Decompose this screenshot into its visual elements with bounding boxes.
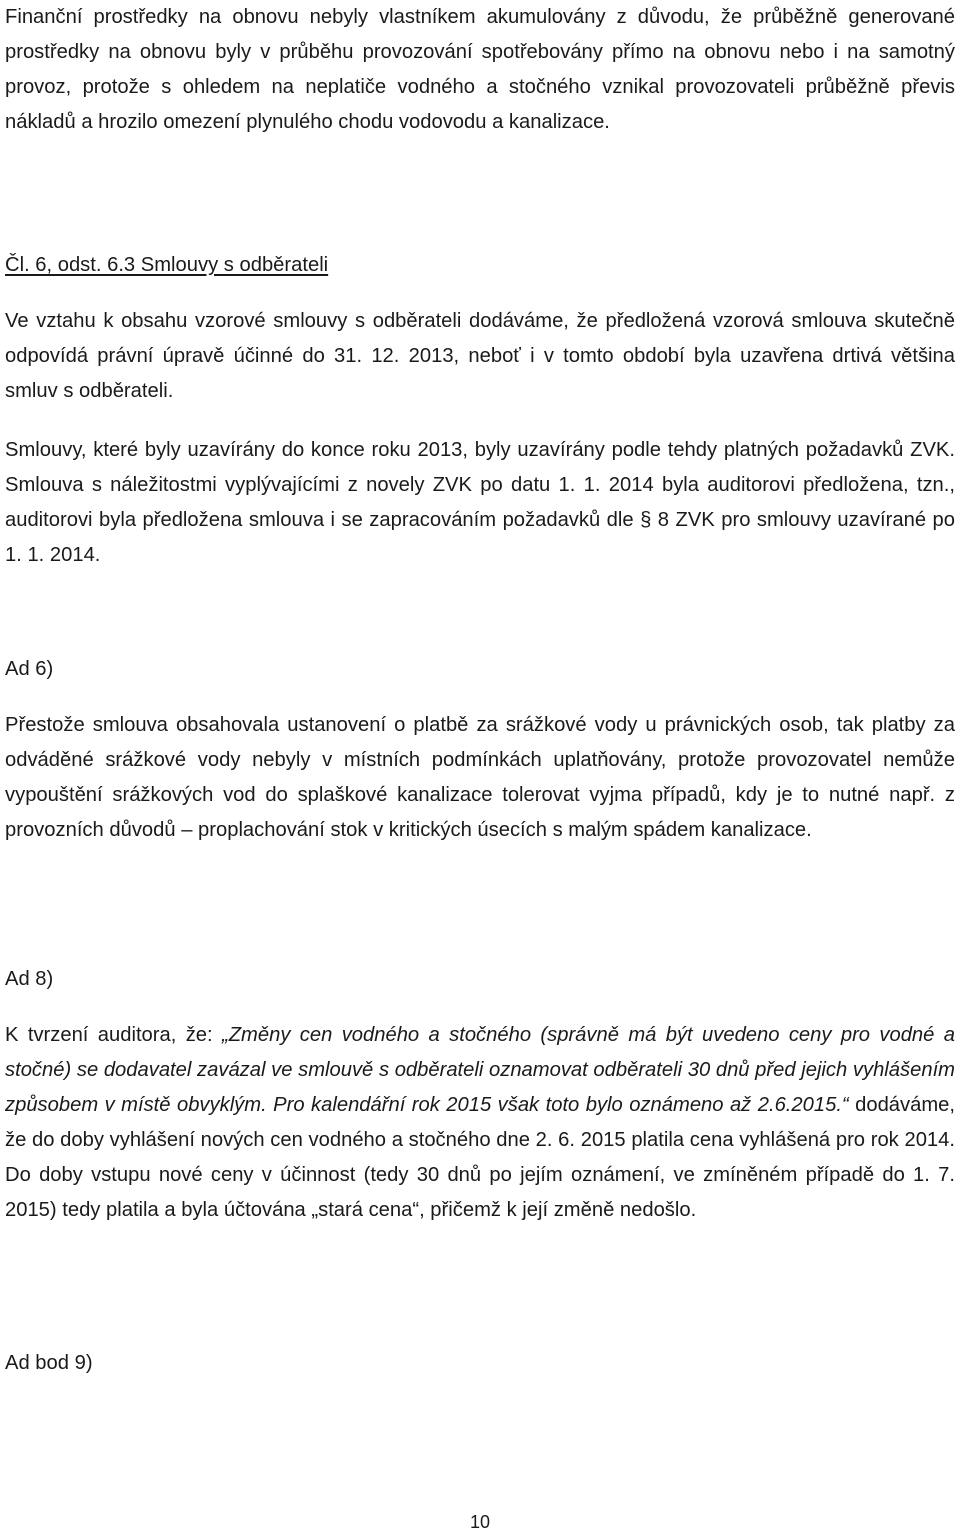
paragraph-response: dodáváme, že do doby vyhlášení nových cen vodného a stočného dne 2. 6. 2015 platila cena vyhlášená pro rok 2014. Do doby vstupu nové ceny v účinnost (tedy 30 dnů po jejím oznámení, ve zmíněném případě do 1. 7. 2015) tedy platila a byla účtována „stará cena“, přičemž k její změně nedošlo.: [5, 1094, 955, 1221]
paragraph-smlouvy-zvk: Smlouvy, které byly uzavírány do konce roku 2013, byly uzavírány podle tehdy platných požadavků ZVK. Smlouva s náležitostmi vyplývajícími z novely ZVK po datu 1. 1. 2014 byla auditorovi předložena, tzn., auditorovi byla předložena smlouva i se zapracováním požadavků dle § 8 ZVK pro smlouvy uzavírané po 1. 1. 2014.: [5, 439, 955, 566]
section-heading-ad-bod-9: Ad bod 9): [5, 1352, 93, 1374]
section-heading-ad8: Ad 8): [5, 968, 54, 990]
paragraph-srazkove-vody: Přestože smlouva obsahovala ustanovení o platbě za srážkové vody u právnických osob, tak platby za odváděné srážkové vody nebyly v místních podmínkách uplatňovány, protože provozovatel nemůže vypouštění srážkových vod do splaškové kanalizace tolerovat vyjma případů, kdy je to nutné např. z provozních důvodů – proplachování stok v kritických úsecích s malým spádem kanalizace.: [5, 714, 955, 841]
paragraph-vzorova-smlouva: Ve vztahu k obsahu vzorové smlouvy s odběrateli dodáváme, že předložená vzorová smlouva skutečně odpovídá právní úpravě účinné do 31. 12. 2013, neboť i v tomto období byla uzavřena drtivá většina smluv s odběrateli.: [5, 310, 955, 402]
auditor-quote: „Změny cen vodného a stočného (správně má být uvedeno ceny pro vodné a stočné) se dodavatel zavázal ve smlouvě s odběrateli oznamovat odběrateli 30 dnů před jejich vyhlášením způsobem v místě obvyklým. Pro kalendářní rok 2015 však toto bylo oznámeno až 2.6.2015.“: [5, 1024, 955, 1116]
page-number: 10: [469, 1512, 491, 1532]
section-heading-ad6: Ad 6): [5, 658, 54, 680]
paragraph-intro: K tvrzení auditora, že:: [5, 1024, 222, 1046]
paragraph-financni-prostredky: Finanční prostředky na obnovu nebyly vlastníkem akumulovány z důvodu, že průběžně generované prostředky na obnovu byly v průběhu provozování spotřebovány přímo na obnovu nebo i na samotný provoz, protože s ohledem na neplatiče vodného a stočného vznikal provozovateli průběžně převis nákladů a hrozilo omezení plynulého chodu vodovodu a kanalizace.: [5, 6, 955, 133]
paragraph-tvrzeni-auditora: [5, 1018, 955, 1228]
section-heading-cl6: Čl. 6, odst. 6.3 Smlouvy s odběrateli: [5, 254, 329, 276]
